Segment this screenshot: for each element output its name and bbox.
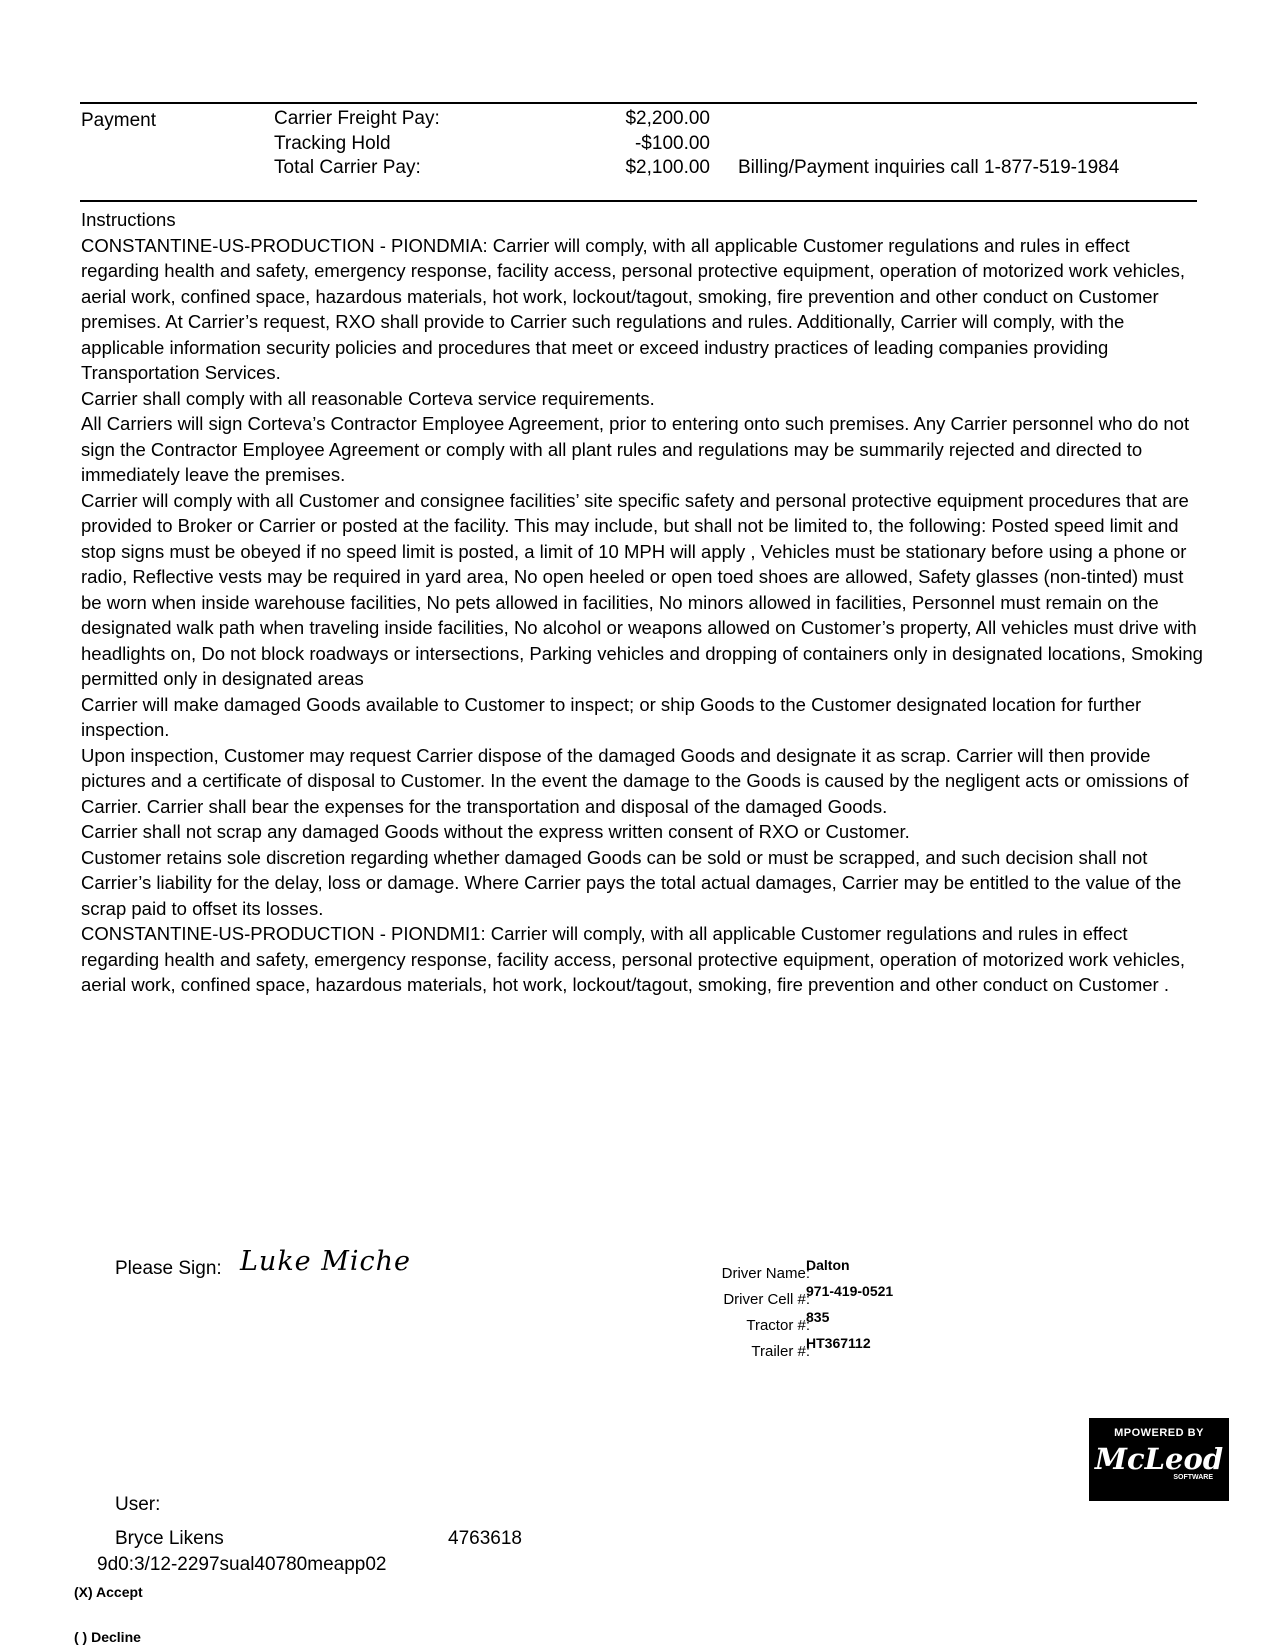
instruction-paragraph: CONSTANTINE-US-PRODUCTION - PIONDMI1: Carrier will comply, with all applicable Customer regulations and rules in effect regarding health and safety, emergency response, facility access, personal protective equipment, operation of motorized work vehicles, aerial work, confined space, hazardous materials, hot work, lockout/tagout, smoking, fire prevention and other conduct on Customer . — [81, 923, 1186, 995]
instruction-paragraph: Carrier shall comply with all reasonable Corteva service requirements. — [81, 387, 655, 409]
total-pay-amount: $2,100.00 — [625, 157, 710, 178]
freight-pay-amount: $2,200.00 — [625, 108, 710, 129]
billing-note: Billing/Payment inquiries call 1-877-519-1984 — [738, 157, 1120, 178]
user-name: Bryce Likens — [115, 1528, 224, 1549]
mcleod-logo — [1089, 1418, 1229, 1501]
logo-tagline: MPOWERED BY — [1114, 1427, 1204, 1439]
accept-option[interactable]: (X) Accept — [74, 1584, 143, 1600]
user-id: 4763618 — [448, 1528, 522, 1549]
total-pay-label: Total Carrier Pay: — [274, 157, 421, 178]
freight-pay-label: Carrier Freight Pay: — [274, 108, 440, 129]
instructions-block — [81, 207, 1206, 998]
driver-name-value: Dalton — [806, 1257, 850, 1273]
instruction-paragraph: CONSTANTINE-US-PRODUCTION - PIONDMIA: Carrier will comply, with all applicable Customer regulations and rules in effect regarding health and safety, emergency response, facility access, personal protective equipment, operation of motorized work vehicles, aerial work, confined space, hazardous materials, hot work, lockout/tagout, smoking, fire prevention and other conduct on Customer premises. At Carrier’s request, RXO shall provide to Carrier such regulations and rules. Additionally, Carrier will comply, with the applicable information security policies and procedures that meet or exceed industry practices of leading companies providing Transportation Services. — [81, 234, 1186, 383]
instructions-heading: Instructions — [81, 209, 176, 230]
payment-label: Payment — [81, 110, 156, 131]
trailer-label: Trailer #: — [751, 1343, 810, 1360]
logo-subtitle: SOFTWARE — [1173, 1474, 1213, 1481]
instruction-paragraph: Customer retains sole discretion regarding whether damaged Goods can be sold or must be scrapped, and such decision shall not Carrier’s liability for the delay, loss or damage. Where Carrier pays the total actual damages, Carrier may be entitled to the value of the scrap paid to offset its losses. — [81, 846, 1182, 919]
sign-label: Please Sign: — [115, 1258, 222, 1279]
decline-option[interactable]: ( ) Decline — [74, 1629, 141, 1645]
user-meta: 9d0:3/12-2297sual40780meapp02 — [97, 1554, 387, 1575]
driver-name-label: Driver Name: — [721, 1265, 810, 1282]
tractor-value: 835 — [806, 1309, 830, 1325]
tractor-label: Tractor #: — [746, 1317, 810, 1334]
driver-cell-label: Driver Cell #: — [723, 1291, 810, 1308]
driver-cell-value: 971-419-0521 — [806, 1283, 894, 1299]
mid-rule — [80, 200, 1197, 202]
trailer-value: HT367112 — [806, 1335, 871, 1351]
logo-name: McLeod — [1094, 1442, 1224, 1476]
instruction-paragraph: Upon inspection, Customer may request Carrier dispose of the damaged Goods and designate it as scrap. Carrier will then provide pictures and a certificate of disposal to Customer. In the event the damage to the Goods is caused by the negligent acts or omissions of Carrier. Carrier shall bear the expenses for the transportation and disposal of the damaged Goods. — [81, 744, 1189, 817]
tracking-hold-amount: -$100.00 — [634, 133, 710, 154]
user-label: User: — [115, 1494, 161, 1515]
instruction-paragraph: All Carriers will sign Corteva’s Contractor Employee Agreement, prior to entering onto such premises. Any Carrier personnel who do not sign the Contractor Employee Agreement or comply with all plant rules and regulations may be summarily rejected and directed to immediately leave the premises. — [81, 413, 1190, 485]
instruction-paragraph: Carrier shall not scrap any damaged Goods without the express written consent of RXO or Customer. — [81, 821, 910, 842]
top-rule — [80, 102, 1197, 104]
signature-field[interactable]: Luke Miche — [240, 1246, 412, 1277]
instruction-paragraph: Carrier will comply with all Customer and consignee facilities’ site specific safety and personal protective equipment procedures that are provided to Broker or Carrier or posted at the facility. This may include, but shall not be limited to, the following: Posted speed limit and stop signs must be obeyed if no speed limit is posted, a limit of 10 MPH will apply , Vehicles must be stationary before using a phone or radio, Reflective vests may be required in yard area, No open heeled or open toed shoes are allowed, Safety glasses (non-tinted) must be worn when inside warehouse facilities, No pets allowed in facilities, No minors allowed in facilities, Personnel must remain on the designated walk path when traveling inside facilities, No alcohol or weapons allowed on Customer’s property, All vehicles must drive with headlights on, Do not block roadways or intersections, Parking vehicles and dropping of containers only in designated locations, Smoking permitted only in designated areas — [81, 489, 1203, 689]
tracking-hold-label: Tracking Hold — [274, 133, 391, 154]
instruction-paragraph: Carrier will make damaged Goods available to Customer to inspect; or ship Goods to the Customer designated location for further inspection. — [81, 693, 1142, 740]
